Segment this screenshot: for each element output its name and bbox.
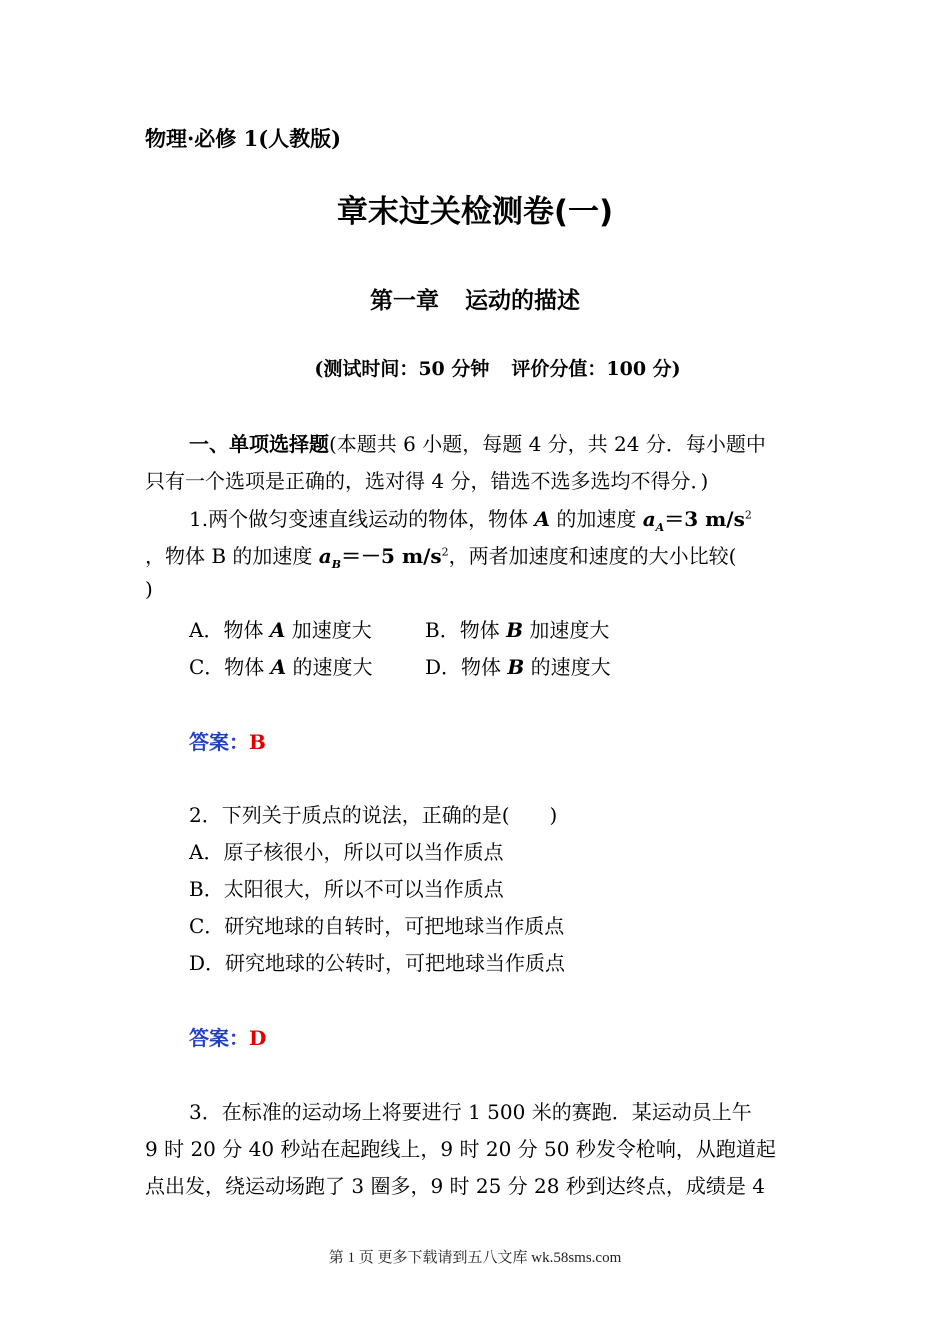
q1-accel-b-var: a [318,544,332,568]
q2-option-d: D．研究地球的公转时，可把地球当作质点 [189,951,566,975]
q1-options-row1 [189,614,689,643]
chapter-number: 第一章 [370,288,439,314]
q1-text: 的加速度 [549,507,643,531]
q1-text: 1.两个做匀变速直线运动的物体，物体 [189,507,535,531]
q1-option-d: D．物体 B 的速度大 [425,655,611,679]
answer-value: D [249,1026,267,1050]
q1-stem-line2 [145,540,736,571]
q1-exp: 2 [441,545,449,559]
answer-label: 答案： [189,730,249,754]
subject-line: 物理·必修 1(人教版) [145,126,342,151]
q1-text: ，物体 B 的加速度 [145,544,319,568]
q1-object-a: A [534,507,550,531]
q2-option-c: C．研究地球的自转时，可把地球当作质点 [189,914,565,938]
q1-text: ，两者加速度和速度的大小比较( [448,544,737,568]
q1-exp: 2 [744,508,752,522]
q3-stem-line2: 9 时 20 分 40 秒站在起跑线上，9 时 20 分 50 秒发令枪响，从跑道起 [145,1137,776,1161]
chapter-heading [0,282,950,315]
q1-answer [189,726,266,755]
q1-accel-a-val: ＝3 m/s [664,507,745,531]
answer-label: 答案： [189,1026,249,1050]
test-info [0,354,950,381]
answer-value: B [249,730,266,754]
section-note-1: (本题共 6 小题，每题 4 分，共 24 分．每小题中 [329,432,766,456]
q1-accel-b-val: ＝－5 m/s [341,544,442,568]
q1-stem-line3: ) [145,577,153,601]
q2-answer [189,1022,266,1051]
q2-option-a: A．原子核很小，所以可以当作质点 [189,840,504,864]
q3-stem-line1: 3．在标准的运动场上将要进行 1 500 米的赛跑．某运动员上午 [189,1100,752,1124]
chapter-name: 运动的描述 [465,288,580,314]
q3-stem-line3: 点出发，绕运动场跑了 3 圈多，9 时 25 分 28 秒到达终点，成绩是 4 [145,1174,765,1198]
q1-accel-b-sub: B [331,558,342,571]
section-intro-line1 [189,428,766,457]
q1-stem-line1 [189,503,752,534]
q2-option-b: B．太阳很大，所以不可以当作质点 [189,877,504,901]
q1-accel-a-sub: A [655,521,665,534]
section-heading: 一、单项选择题 [189,432,329,456]
page-footer: 第 1 页 更多下载请到五八文库 wk.58sms.com [328,1250,622,1266]
q1-option-a: A．物体 A 加速度大 [189,618,372,642]
test-time: (测试时间：50 分钟 [314,358,490,380]
q1-options-row2 [189,651,689,680]
q1-accel-a-var: a [642,507,656,531]
section-note-2: 只有一个选项是正确的，选对得 4 分，错选不选多选均不得分．) [145,469,709,493]
q1-option-b: B．物体 B 加速度大 [425,618,610,642]
page-title: 章末过关检测卷(一) [336,194,614,230]
q1-option-c: C．物体 A 的速度大 [189,655,373,679]
q2-stem: 2．下列关于质点的说法，正确的是( ) [189,803,558,827]
test-score: 评价分值：100 分) [511,358,681,380]
